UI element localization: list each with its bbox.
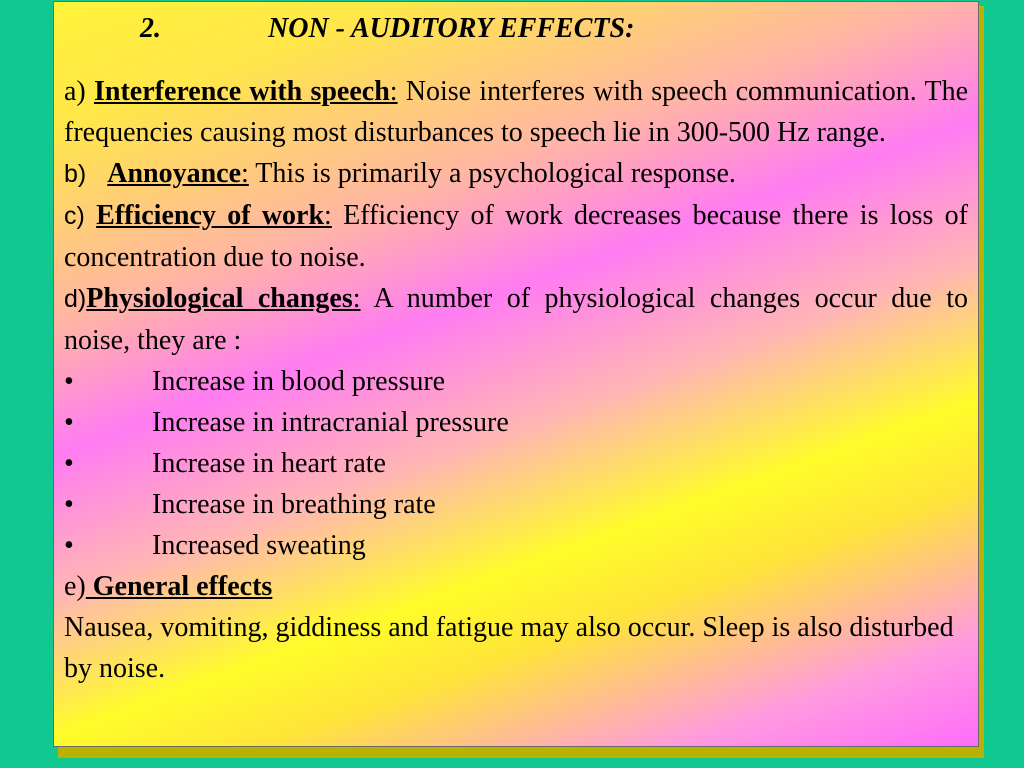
item-c-marker: c) [64,202,85,230]
item-a-term: Interference with speech [93,76,390,107]
bullet-text: Increase in breathing rate [152,489,436,520]
list-item [64,402,968,443]
item-a-text: Noise interferes with speech communication. The frequencies causing most disturbances to speech lie in 300-500 Hz range. [64,76,968,148]
bullet-text: Increase in blood pressure [152,366,446,397]
heading-number: 2. [140,13,161,44]
bullet-symbol: • [64,448,74,479]
list-item [64,443,968,484]
item-c [64,195,968,278]
list-item [64,361,968,402]
item-a-marker: a) [64,76,94,107]
bullet-symbol: • [64,530,74,561]
slide-content [64,8,968,689]
item-d-text: A number of physiological changes occur due to noise, they are : [64,283,969,356]
item-e-text: Nausea, vomiting, giddiness and fatigue may also occur. Sleep is also disturbed by noise. [64,612,954,684]
item-a-colon: : [389,76,398,107]
item-e-marker: e) [64,571,86,602]
bullet-symbol: • [64,407,74,438]
item-c-colon: : [324,200,332,231]
bullet-symbol: • [64,366,74,397]
item-d-colon: : [352,283,361,314]
bullet-text: Increased sweating [152,530,366,561]
item-e-heading [64,566,968,607]
list-item [64,525,968,566]
item-a [64,71,968,153]
item-b [64,153,968,195]
slide [53,1,979,747]
item-b-colon: : [241,158,249,189]
bullet-text: Increase in intracranial pressure [152,407,509,438]
item-c-text: Efficiency of work decreases because there is loss of concentration due to noise. [64,200,968,273]
item-d-term: Physiological changes [86,283,353,314]
heading-title: NON - AUDITORY EFFECTS: [268,13,635,44]
item-b-term: Annoyance [107,158,242,189]
item-b-text: This is primarily a psychological response. [248,158,736,189]
item-d [64,278,968,361]
item-c-term: Efficiency of work [96,200,325,231]
item-b-marker: b) [64,160,87,188]
item-d-marker: d) [64,285,87,313]
slide-heading [64,8,968,49]
spacer [64,49,968,71]
item-e-term: General effects [85,571,273,602]
bullet-symbol: • [64,489,74,520]
bullet-text: Increase in heart rate [152,448,386,479]
list-item [64,484,968,525]
